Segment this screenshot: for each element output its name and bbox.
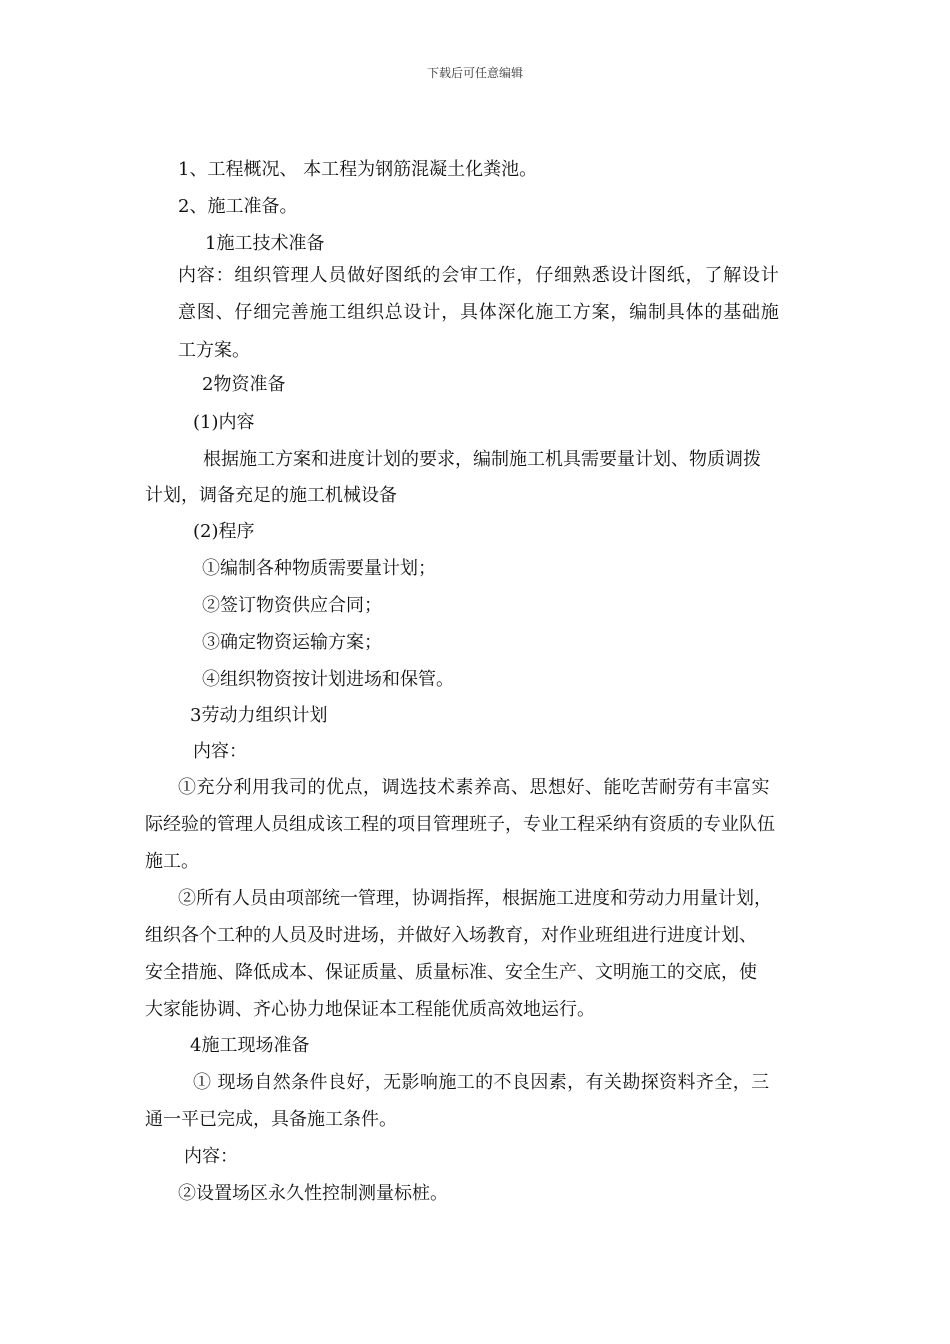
- paragraph-line: ②所有人员由项部统一管理，协调指挥，根据施工进度和劳动力用量计划，: [178, 888, 772, 909]
- subsection-site-prep: 4施工现场准备: [190, 1035, 310, 1056]
- section-2-heading: 2、施工准备。: [178, 196, 298, 217]
- paragraph-line: 内容：组织管理人员做好图纸的会审工作，仔细熟悉设计图纸，了解设计: [178, 265, 780, 286]
- list-item: ②设置场区永久性控制测量标桩。: [178, 1183, 448, 1204]
- item-heading: 内容：: [193, 741, 247, 762]
- section-1-overview: 1、工程概况、 本工程为钢筋混凝土化粪池。: [178, 159, 538, 180]
- list-item: ③确定物资运输方案；: [202, 632, 382, 653]
- list-item: ①编制各种物质需要量计划；: [202, 558, 436, 579]
- list-item: ②签订物资供应合同；: [202, 595, 382, 616]
- subsection-labor-plan: 3劳动力组织计划: [190, 705, 328, 726]
- paragraph-line: 通一平已完成，具备施工条件。: [145, 1109, 397, 1130]
- paragraph-line: 计划，调备充足的施工机械设备: [145, 485, 397, 506]
- paragraph-line: 大家能协调、齐心协力地保证本工程能优质高效地运行。: [145, 999, 595, 1020]
- paragraph-line: 工方案。: [178, 340, 250, 361]
- subsection-material-prep: 2物资准备: [202, 374, 286, 395]
- list-item: ④组织物资按计划进场和保管。: [202, 669, 454, 690]
- item-heading: (2)程序: [193, 521, 255, 542]
- paragraph-line: 安全措施、降低成本、保证质量、质量标准、安全生产、文明施工的交底，使: [145, 962, 757, 983]
- paragraph-line: ①充分利用我司的优点，调选技术素养高、思想好、能吃苦耐劳有丰富实: [178, 777, 770, 798]
- paragraph-line: 根据施工方案和进度计划的要求，编制施工机具需要量计划、物质调拨: [203, 449, 761, 470]
- subsection-tech-prep: 1施工技术准备: [205, 233, 325, 254]
- item-heading: 内容：: [184, 1146, 238, 1167]
- paragraph-line: 际经验的管理人员组成该工程的项目管理班子，专业工程采纳有资质的专业队伍: [145, 814, 775, 835]
- paragraph-line: 组织各个工种的人员及时进场，并做好入场教育，对作业班组进行进度计划、: [145, 925, 757, 946]
- paragraph-line: 施工。: [145, 851, 199, 872]
- paragraph-line: ① 现场自然条件良好，无影响施工的不良因素，有关勘探资料齐全，三: [193, 1072, 770, 1093]
- item-heading: (1)内容: [193, 412, 255, 433]
- page-header: 下载后可任意编辑: [426, 66, 523, 80]
- paragraph-line: 意图、仔细完善施工组织总设计，具体深化施工方案，编制具体的基础施: [178, 302, 780, 323]
